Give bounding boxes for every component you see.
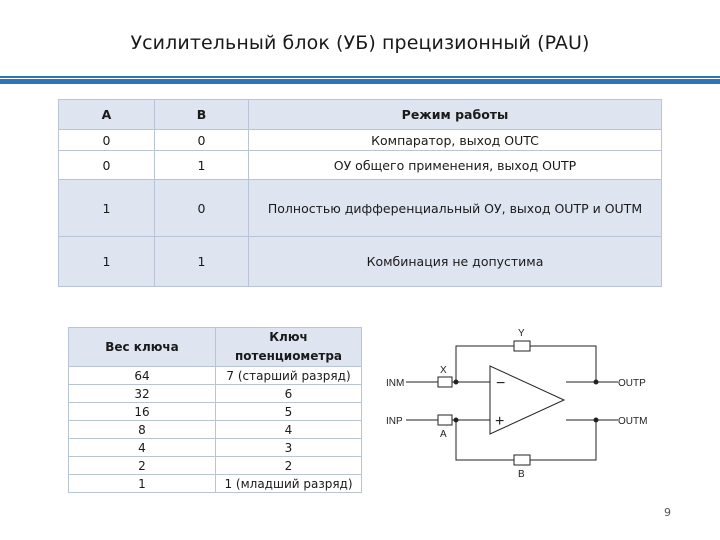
key-cell: 7 (старший разряд) <box>216 367 362 385</box>
mode-cell-description: Компаратор, выход OUTC <box>249 130 662 151</box>
junction-dot <box>454 418 458 422</box>
table-row <box>69 385 362 403</box>
junction-dot <box>594 418 598 422</box>
switch-a-label: A <box>440 429 447 440</box>
table-row <box>69 457 362 475</box>
junction-dot <box>594 380 598 384</box>
title-divider <box>0 76 720 84</box>
key-cell: 1 (младший разряд) <box>216 475 362 493</box>
mode-cell-a: 0 <box>59 130 155 151</box>
inp-label: INP <box>386 416 403 427</box>
weights-table <box>68 327 362 493</box>
switch-x-label: X <box>440 365 447 376</box>
mode-cell-a: 1 <box>59 180 155 237</box>
table-row <box>59 237 662 287</box>
minus-sign: − <box>496 375 506 392</box>
mode-cell-a: 0 <box>59 151 155 180</box>
switch-y-label: Y <box>518 328 525 339</box>
switch-y <box>514 341 530 351</box>
table-row <box>59 180 662 237</box>
bottom-feedback-wire <box>456 420 596 460</box>
weights-header-weight: Вес ключа <box>69 328 216 367</box>
mode-cell-b: 1 <box>155 237 249 287</box>
mode-cell-description: ОУ общего применения, выход OUTP <box>249 151 662 180</box>
weight-cell: 64 <box>69 367 216 385</box>
switch-b <box>514 455 530 465</box>
table-row <box>69 403 362 421</box>
table-row <box>59 151 662 180</box>
page-number: 9 <box>664 506 671 519</box>
mode-cell-b: 1 <box>155 151 249 180</box>
weight-cell: 16 <box>69 403 216 421</box>
key-cell: 5 <box>216 403 362 421</box>
table-row <box>69 421 362 439</box>
weight-cell: 32 <box>69 385 216 403</box>
mode-table-header-row <box>59 100 662 130</box>
weight-cell: 4 <box>69 439 216 457</box>
weights-table-header-row <box>69 328 362 367</box>
table-row <box>69 367 362 385</box>
weight-cell: 1 <box>69 475 216 493</box>
key-cell: 2 <box>216 457 362 475</box>
junction-dot <box>454 380 458 384</box>
key-cell: 3 <box>216 439 362 457</box>
key-cell: 4 <box>216 421 362 439</box>
mode-cell-a: 1 <box>59 237 155 287</box>
mode-header-b: B <box>155 100 249 130</box>
switch-x <box>438 377 452 387</box>
mode-table <box>58 99 662 287</box>
outm-label: OUTM <box>618 416 648 427</box>
outp-label: OUTP <box>618 378 646 389</box>
table-row <box>69 475 362 493</box>
mode-header-mode: Режим работы <box>249 100 662 130</box>
mode-cell-description: Комбинация не допустима <box>249 237 662 287</box>
mode-cell-description: Полностью дифференциальный ОУ, выход OUTP и OUTM <box>249 180 662 237</box>
mode-cell-b: 0 <box>155 180 249 237</box>
weight-cell: 8 <box>69 421 216 439</box>
switch-a <box>438 415 452 425</box>
amplifier-schematic <box>378 320 678 485</box>
inm-label: INM <box>386 378 405 389</box>
weight-cell: 2 <box>69 457 216 475</box>
table-row <box>59 130 662 151</box>
weights-header-key: Ключ потенциометра <box>216 328 362 367</box>
key-cell: 6 <box>216 385 362 403</box>
plus-sign: + <box>495 413 505 430</box>
mode-cell-b: 0 <box>155 130 249 151</box>
switch-b-label: B <box>518 469 525 480</box>
slide-title: Усилительный блок (УБ) прецизионный (PAU) <box>130 32 590 54</box>
mode-header-a: A <box>59 100 155 130</box>
table-row <box>69 439 362 457</box>
